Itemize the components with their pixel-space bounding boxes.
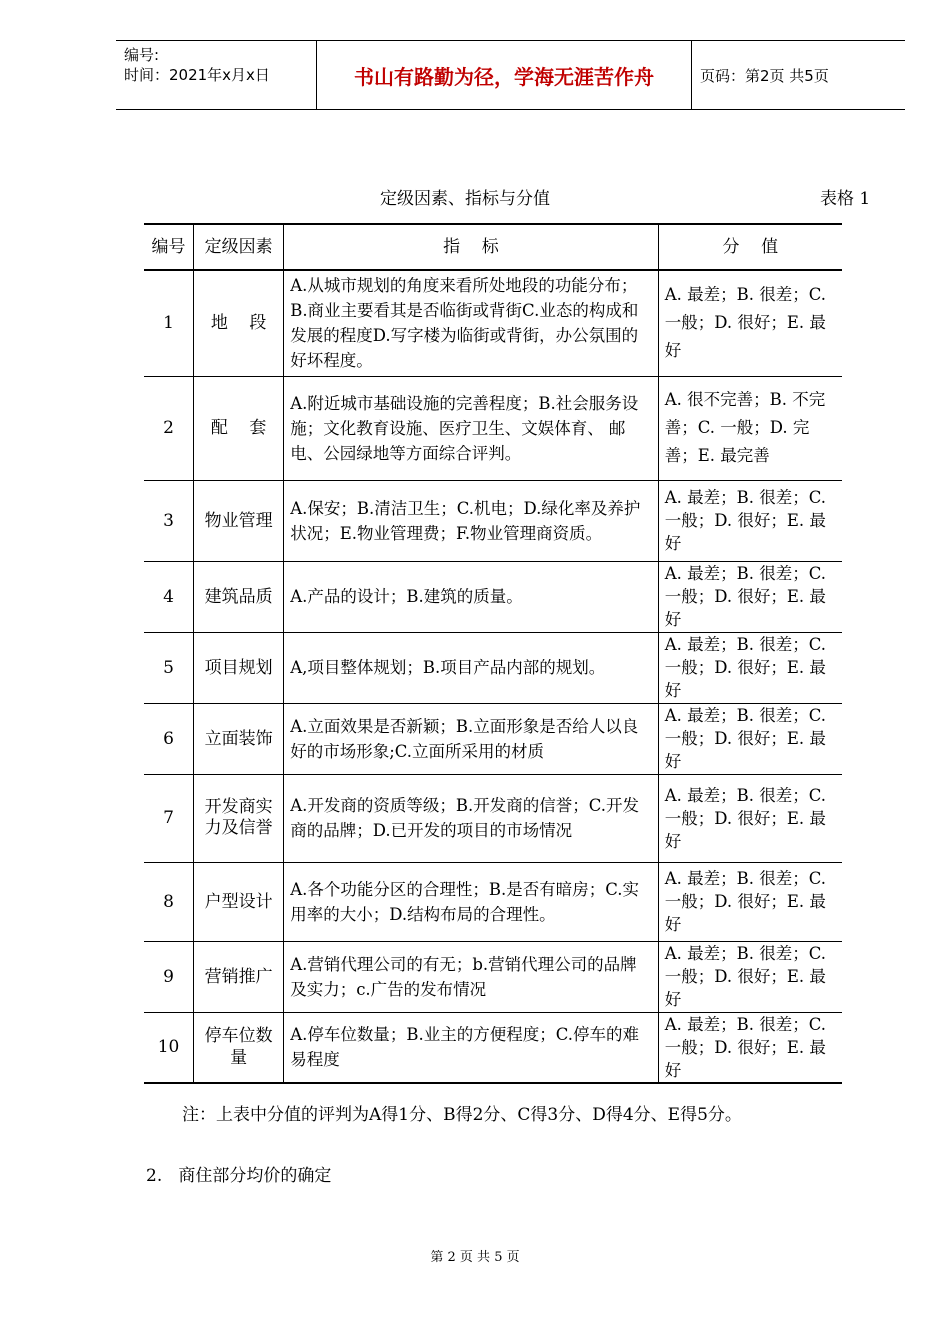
column-header-factor: 定级因素 (194, 224, 284, 270)
row-value: A. 很不完善；B. 不完善；C. 一般；D. 完善；E. 最完善 (658, 376, 842, 480)
table-title: 定级因素、指标与分值 (380, 189, 550, 209)
row-number: 10 (144, 1012, 194, 1083)
table-row (144, 632, 842, 703)
row-indicator: A.产品的设计；B.建筑的质量。 (284, 561, 659, 632)
row-number: 5 (144, 632, 194, 703)
header-page-info: 页码：第2页 共5页 (700, 66, 829, 85)
row-value: A. 最差；B. 很差；C. 一般；D. 很好；E. 最好 (658, 270, 842, 376)
row-value: A. 最差；B. 很差；C. 一般；D. 很好；E. 最好 (658, 774, 842, 862)
table-row (144, 862, 842, 941)
row-number: 1 (144, 270, 194, 376)
row-factor: 项目规划 (194, 632, 284, 703)
column-header-value: 分 值 (658, 224, 842, 270)
row-factor: 物业管理 (194, 480, 284, 561)
row-number: 7 (144, 774, 194, 862)
row-indicator: A.从城市规划的角度来看所处地段的功能分布；B.商业主要看其是否临街或背街C.业态的构成和发展的程度D.写字楼为临街或背街，办公氛围的好坏程度。 (284, 270, 659, 376)
section-heading: 2. 商住部分均价的确定 (146, 1166, 332, 1186)
row-factor: 户型设计 (194, 862, 284, 941)
document-number-label: 编号: (124, 46, 160, 64)
table-row (144, 480, 842, 561)
row-indicator: A.附近城市基础设施的完善程度；B.社会服务设施；文化教育设施、医疗卫生、文娱体育、 邮电、公园绿地等方面综合评判。 (284, 376, 659, 480)
row-indicator: A.各个功能分区的合理性；B.是否有暗房；C.实用率的大小；D.结构布局的合理性。 (284, 862, 659, 941)
row-factor: 建筑品质 (194, 561, 284, 632)
row-indicator: A.停车位数量；B.业主的方便程度；C.停车的难易程度 (284, 1012, 659, 1083)
row-value: A. 最差；B. 很差；C. 一般；D. 很好；E. 最好 (658, 1012, 842, 1083)
table-row (144, 270, 842, 376)
row-number: 4 (144, 561, 194, 632)
row-number: 2 (144, 376, 194, 480)
table-row (144, 376, 842, 480)
row-number: 8 (144, 862, 194, 941)
column-header-number: 编号 (144, 224, 194, 270)
table-row (144, 1012, 842, 1083)
row-number: 6 (144, 703, 194, 774)
page-header (116, 40, 905, 110)
row-indicator: A.立面效果是否新颖；B.立面形象是否给人以良好的市场形象;C.立面所采用的材质 (284, 703, 659, 774)
table-header-row (144, 224, 842, 270)
row-factor: 营销推广 (194, 941, 284, 1012)
table-row (144, 561, 842, 632)
row-number: 3 (144, 480, 194, 561)
row-factor: 立面装饰 (194, 703, 284, 774)
header-motto: 书山有路勤为径，学海无涯苦作舟 (316, 41, 692, 109)
document-time-label: 时间：2021年x月x日 (124, 66, 270, 84)
row-factor: 开发商实力及信誉 (194, 774, 284, 862)
row-value: A. 最差；B. 很差；C. 一般；D. 很好；E. 最好 (658, 862, 842, 941)
row-factor: 配 套 (194, 376, 284, 480)
page-footer: 第 2 页 共 5 页 (430, 1250, 520, 1265)
row-indicator: A.保安；B.清洁卫生；C.机电；D.绿化率及养护状况；E.物业管理费；F.物业管理商资质。 (284, 480, 659, 561)
table-note: 注：上表中分值的评判为A得1分、B得2分、C得3分、D得4分、E得5分。 (182, 1105, 742, 1125)
grading-table (144, 223, 842, 1084)
row-indicator: A.开发商的资质等级；B.开发商的信誉；C.开发商的品牌；D.已开发的项目的市场情况 (284, 774, 659, 862)
table-tag: 表格 1 (820, 189, 871, 209)
row-value: A. 最差；B. 很差；C. 一般；D. 很好；E. 最好 (658, 561, 842, 632)
row-factor: 停车位数量 (194, 1012, 284, 1083)
row-number: 9 (144, 941, 194, 1012)
row-value: A. 最差；B. 很差；C. 一般；D. 很好；E. 最好 (658, 632, 842, 703)
header-meta (124, 45, 270, 85)
table-row (144, 703, 842, 774)
row-value: A. 最差；B. 很差；C. 一般；D. 很好；E. 最好 (658, 480, 842, 561)
row-value: A. 最差；B. 很差；C. 一般；D. 很好；E. 最好 (658, 703, 842, 774)
table-row (144, 774, 842, 862)
row-value: A. 最差；B. 很差；C. 一般；D. 很好；E. 最好 (658, 941, 842, 1012)
table-row (144, 941, 842, 1012)
column-header-indicator: 指 标 (284, 224, 659, 270)
row-indicator: A,项目整体规划；B.项目产品内部的规划。 (284, 632, 659, 703)
row-factor: 地 段 (194, 270, 284, 376)
row-indicator: A.营销代理公司的有无；b.营销代理公司的品牌及实力；c.广告的发布情况 (284, 941, 659, 1012)
